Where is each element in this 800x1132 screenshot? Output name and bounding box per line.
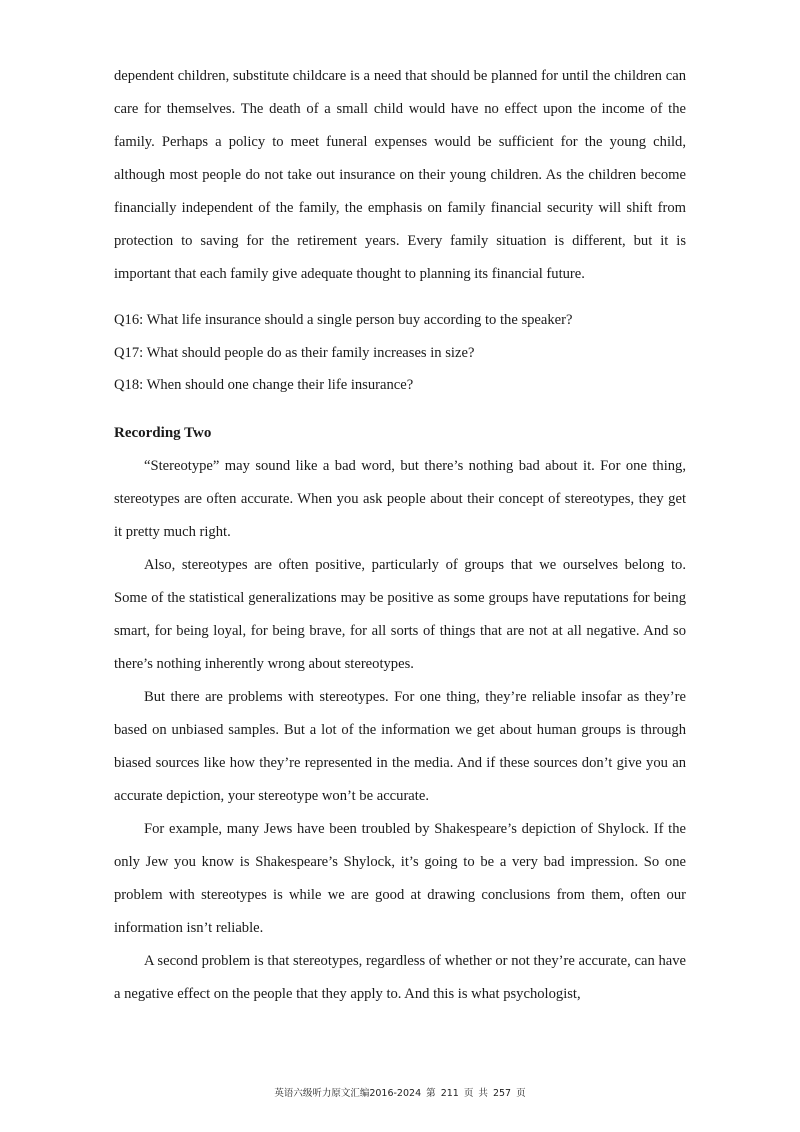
footer-total-pages: 257 xyxy=(492,1088,512,1099)
intro-paragraph: dependent children, substitute childcare is a need that should be planned for until the children can care for themselves. The death of a small child would have no effect upon the income of the family. Perhaps a policy to meet funeral expenses would be sufficient for the young child, although most people do not take out insurance on their young children. As the children become financially independent of the family, the emphasis on family financial security will shift from protection to saving for the retirement years. Every family situation is different, but it is important that each family give adequate thought to planning its financial future. xyxy=(114,68,686,282)
body-paragraph: But there are problems with stereotypes. For one thing, they’re reliable insofar as they’re based on unbiased samples. But a lot of the information we get about human groups is through biased sources like how they’re represented in the media. And if these sources don’t give you an accurate depiction, your stereotype won’t be accurate. xyxy=(114,688,686,804)
body-paragraph: “Stereotype” may sound like a bad word, but there’s nothing bad about it. For one thing, stereotypes are often accurate. When you ask people about their concept of stereotypes, they get it pretty much right. xyxy=(114,457,686,540)
footer-total-prefix: 共 xyxy=(478,1088,488,1099)
question-list xyxy=(114,304,686,402)
question-item: Q18: When should one change their life insurance? xyxy=(114,377,414,393)
footer-page-unit: 页 xyxy=(463,1088,474,1099)
body-paragraph: Also, stereotypes are often positive, particularly of groups that we ourselves belong to. Some of the statistical generalizations may be positive as some groups have reputations for being smart, for being loyal, for being brave, for all sorts of things that are not at all negative. And so there’s nothing inherently wrong about stereotypes. xyxy=(114,556,686,672)
footer-page-number: 211 xyxy=(440,1088,459,1099)
footer-title: 英语六级听力原文汇编2016-2024 xyxy=(274,1088,422,1099)
page-footer xyxy=(0,1085,800,1099)
footer-total-unit: 页 xyxy=(516,1088,526,1099)
document-page xyxy=(114,60,686,1011)
body-paragraph: For example, many Jews have been troubled by Shakespeare’s depiction of Shylock. If the only Jew you know is Shakespeare’s Shylock, it’s going to be a very bad impression. So one problem with stereotypes is while we are good at drawing conclusions from them, often our information isn’t reliable. xyxy=(114,820,686,936)
question-item: Q17: What should people do as their family increases in size? xyxy=(114,344,475,361)
body-paragraph: A second problem is that stereotypes, regardless of whether or not they’re accurate, can have a negative effect on the people that they apply to. And this is what psychologist, xyxy=(114,952,686,1002)
question-item: Q16: What life insurance should a single person buy according to the speaker? xyxy=(114,312,573,328)
section-heading: Recording Two xyxy=(114,424,212,441)
footer-page-prefix: 第 xyxy=(426,1088,436,1099)
